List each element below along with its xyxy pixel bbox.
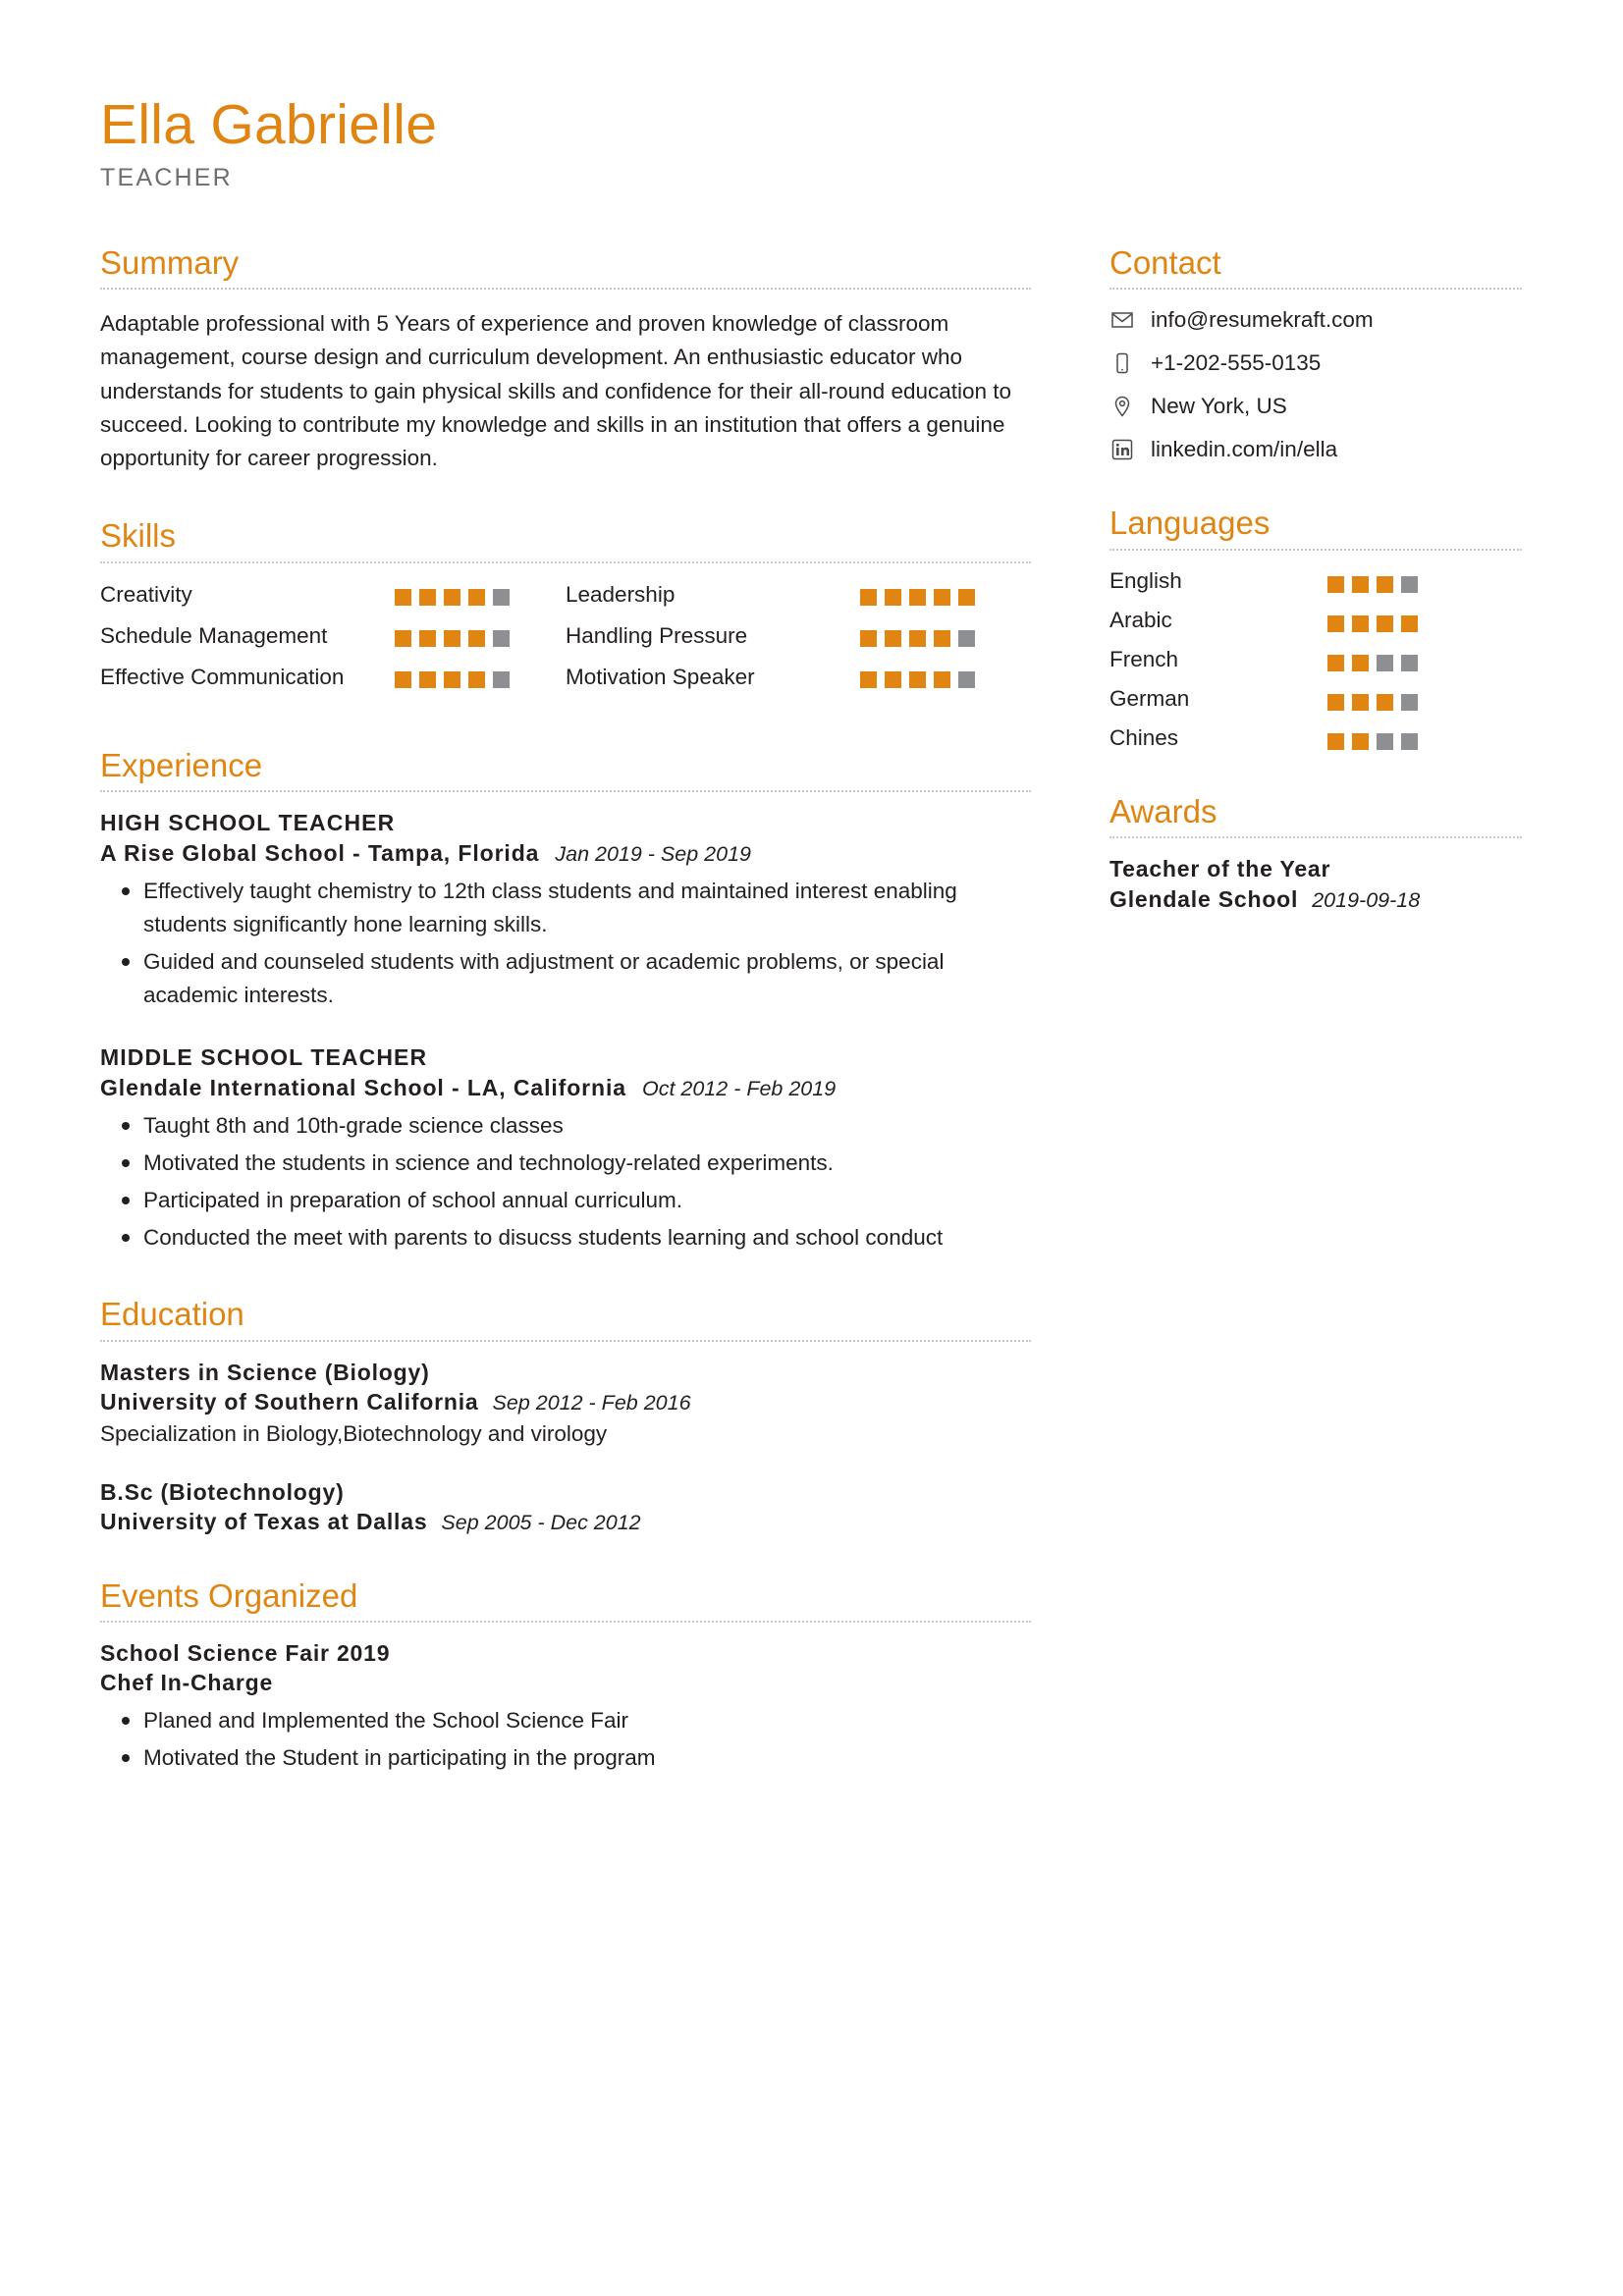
events-divider <box>100 1621 1031 1623</box>
languages-list <box>1109 568 1522 751</box>
education-note: Specialization in Biology,Biotechnology and virology <box>100 1421 608 1446</box>
job-dates: Jan 2019 - Sep 2019 <box>555 842 751 867</box>
rating-dot-filled <box>1327 733 1344 750</box>
event-role: Chef In-Charge <box>100 1670 274 1696</box>
education-degree: Masters in Science (Biology) <box>100 1360 430 1385</box>
languages-title: Languages <box>1109 505 1271 542</box>
rating-dot-filled <box>395 589 411 606</box>
rating-dot-empty <box>958 630 975 647</box>
rating-dot-filled <box>1352 733 1369 750</box>
contact-row[interactable] <box>1109 394 1522 419</box>
rating-dot-filled <box>444 671 460 688</box>
contact-row[interactable] <box>1109 437 1522 462</box>
rating-dot-empty <box>493 630 510 647</box>
rating-dots <box>1327 686 1418 711</box>
contact-divider <box>1109 288 1522 290</box>
language-row <box>1109 568 1522 594</box>
rating-dot-filled <box>860 630 877 647</box>
bullet-item: Guided and counseled students with adjustment or academic problems, or special academic interests. <box>143 945 1031 1012</box>
event-name: School Science Fair 2019 <box>100 1640 391 1667</box>
rating-dots <box>860 622 975 647</box>
job-title: HIGH SCHOOL TEACHER <box>100 810 396 836</box>
rating-dot-filled <box>909 671 926 688</box>
job-organization: Glendale International School - LA, California <box>100 1075 626 1101</box>
rating-dots <box>860 664 975 688</box>
education-item <box>100 1479 1031 1535</box>
rating-dot-filled <box>860 671 877 688</box>
contact-title: Contact <box>1109 243 1221 281</box>
languages-section <box>1109 504 1522 751</box>
language-row <box>1109 725 1522 751</box>
skill-name: Schedule Management <box>100 622 328 648</box>
rating-dot-filled <box>395 630 411 647</box>
rating-dot-empty <box>1377 733 1393 750</box>
skill-name: Handling Pressure <box>566 622 748 648</box>
rating-dots <box>395 622 510 647</box>
skill-name: Effective Communication <box>100 664 345 689</box>
education-meta <box>100 1509 1031 1535</box>
rating-dot-filled <box>1327 576 1344 593</box>
language-name: French <box>1109 646 1179 671</box>
skill-name: Leadership <box>566 581 676 607</box>
education-meta <box>100 1389 1031 1415</box>
summary-divider <box>100 288 1031 290</box>
rating-dot-filled <box>885 630 901 647</box>
language-name: Arabic <box>1109 607 1172 632</box>
rating-dot-filled <box>885 671 901 688</box>
award-organization: Glendale School <box>1109 886 1299 913</box>
rating-dots <box>1327 568 1418 593</box>
experience-item <box>100 810 1031 1011</box>
rating-dot-filled <box>934 589 950 606</box>
contact-value: linkedin.com/in/ella <box>1151 437 1338 462</box>
skill-row <box>566 622 1031 660</box>
right-column <box>1109 243 1522 1816</box>
content-columns <box>100 243 1523 1816</box>
rating-dot-filled <box>468 671 485 688</box>
phone-icon <box>1109 350 1135 376</box>
contact-value: New York, US <box>1151 394 1287 419</box>
rating-dot-filled <box>468 630 485 647</box>
event-bullets <box>100 1704 1031 1775</box>
rating-dot-filled <box>1401 615 1418 632</box>
education-school: University of Texas at Dallas <box>100 1508 428 1534</box>
language-row <box>1109 647 1522 672</box>
rating-dot-filled <box>1352 655 1369 671</box>
contact-row[interactable] <box>1109 350 1522 376</box>
contact-value: info@resumekraft.com <box>1151 307 1374 333</box>
experience-item <box>100 1044 1031 1254</box>
rating-dots <box>860 581 975 606</box>
rating-dot-filled <box>1352 615 1369 632</box>
envelope-icon <box>1109 307 1135 333</box>
bullet-item: Conducted the meet with parents to disucss students learning and school conduct <box>143 1221 1031 1255</box>
experience-list <box>100 810 1031 1254</box>
education-divider <box>100 1340 1031 1342</box>
rating-dot-empty <box>493 589 510 606</box>
awards-section <box>1109 792 1522 914</box>
languages-divider <box>1109 549 1522 551</box>
experience-section <box>100 746 1031 1255</box>
linkedin-icon <box>1109 437 1135 462</box>
job-title: MIDDLE SCHOOL TEACHER <box>100 1044 428 1071</box>
job-dates: Oct 2012 - Feb 2019 <box>641 1077 837 1101</box>
education-dates: Sep 2012 - Feb 2016 <box>492 1391 691 1415</box>
contact-section <box>1109 243 1522 463</box>
rating-dot-filled <box>1327 615 1344 632</box>
language-name: Chines <box>1109 724 1179 750</box>
skills-divider <box>100 561 1031 563</box>
rating-dot-filled <box>419 589 436 606</box>
rating-dots <box>395 664 510 688</box>
rating-dot-filled <box>1377 576 1393 593</box>
events-title: Events Organized <box>100 1576 358 1614</box>
rating-dot-filled <box>444 589 460 606</box>
skill-row <box>100 581 566 618</box>
education-dates: Sep 2005 - Dec 2012 <box>441 1510 641 1534</box>
rating-dot-filled <box>934 630 950 647</box>
rating-dot-filled <box>419 671 436 688</box>
skill-name: Creativity <box>100 581 192 607</box>
rating-dot-filled <box>419 630 436 647</box>
language-row <box>1109 686 1522 712</box>
skill-row <box>566 664 1031 701</box>
education-title: Education <box>100 1296 244 1333</box>
education-section <box>100 1295 1031 1534</box>
left-column <box>100 243 1031 1816</box>
skill-row <box>100 622 566 660</box>
rating-dot-empty <box>958 671 975 688</box>
education-list <box>100 1360 1031 1535</box>
job-organization: A Rise Global School - Tampa, Florida <box>100 840 540 867</box>
rating-dots <box>395 581 510 606</box>
experience-divider <box>100 790 1031 792</box>
bullet-item: Planed and Implemented the School Science Fair <box>143 1704 1031 1737</box>
awards-title: Awards <box>1109 792 1217 829</box>
summary-title: Summary <box>100 243 240 281</box>
rating-dot-filled <box>909 589 926 606</box>
rating-dot-filled <box>1352 576 1369 593</box>
rating-dots <box>1327 608 1418 632</box>
language-name: German <box>1109 685 1190 711</box>
candidate-name: Ella Gabrielle <box>100 93 438 156</box>
rating-dot-filled <box>1377 694 1393 711</box>
education-school: University of Southern California <box>100 1389 479 1415</box>
rating-dot-filled <box>885 589 901 606</box>
rating-dot-filled <box>909 630 926 647</box>
skills-column-left <box>100 581 566 705</box>
education-item <box>100 1360 1031 1450</box>
bullet-item: Motivated the students in science and technology-related experiments. <box>143 1147 1031 1180</box>
education-degree: B.Sc (Biotechnology) <box>100 1478 345 1505</box>
rating-dot-filled <box>468 589 485 606</box>
skills-section <box>100 516 1031 705</box>
bullet-item: Motivated the Student in participating in the program <box>143 1741 1031 1775</box>
rating-dot-empty <box>1401 733 1418 750</box>
contact-value: +1-202-555-0135 <box>1151 350 1322 376</box>
language-row <box>1109 608 1522 633</box>
rating-dot-filled <box>860 589 877 606</box>
language-name: English <box>1109 567 1182 593</box>
contact-row[interactable] <box>1109 307 1522 333</box>
skill-row <box>566 581 1031 618</box>
rating-dot-empty <box>1401 655 1418 671</box>
rating-dot-filled <box>1352 694 1369 711</box>
skill-name: Motivation Speaker <box>566 664 755 689</box>
experience-title: Experience <box>100 746 263 783</box>
job-meta <box>100 1075 1031 1101</box>
rating-dots <box>1327 647 1418 671</box>
award-date: 2019-09-18 <box>1312 888 1421 913</box>
bullet-item: Taught 8th and 10th-grade science classes <box>143 1109 1031 1143</box>
candidate-role: TEACHER <box>100 163 233 191</box>
events-section <box>100 1576 1031 1775</box>
skills-title: Skills <box>100 517 177 555</box>
awards-divider <box>1109 836 1522 838</box>
rating-dot-empty <box>493 671 510 688</box>
job-bullets <box>100 1109 1031 1254</box>
job-bullets <box>100 875 1031 1011</box>
bullet-item: Participated in preparation of school annual curriculum. <box>143 1184 1031 1217</box>
bullet-item: Effectively taught chemistry to 12th class students and maintained interest enabling students significantly hone learning skills. <box>143 875 1031 941</box>
rating-dot-empty <box>1401 576 1418 593</box>
summary-section <box>100 243 1031 476</box>
rating-dot-empty <box>1377 655 1393 671</box>
job-meta <box>100 840 1031 867</box>
contact-list <box>1109 307 1522 462</box>
rating-dots <box>1327 725 1418 750</box>
skill-row <box>100 664 566 701</box>
skills-column-right <box>566 581 1031 705</box>
rating-dot-filled <box>444 630 460 647</box>
rating-dot-filled <box>1327 655 1344 671</box>
rating-dot-filled <box>395 671 411 688</box>
rating-dot-filled <box>1377 615 1393 632</box>
rating-dot-filled <box>958 589 975 606</box>
summary-text: Adaptable professional with 5 Years of experience and proven knowledge of classroom management, course design and curriculum development. An enthusiastic educator who understands for students to gain physical skills and confidence for their all-round education to succeed. Looking to contribute my knowledge and skills in an institution that offers a genuine opportunity for career progression. <box>100 311 1012 471</box>
location-pin-icon <box>1109 394 1135 419</box>
rating-dot-filled <box>934 671 950 688</box>
rating-dot-empty <box>1401 694 1418 711</box>
rating-dot-filled <box>1327 694 1344 711</box>
award-name: Teacher of the Year <box>1109 856 1331 882</box>
